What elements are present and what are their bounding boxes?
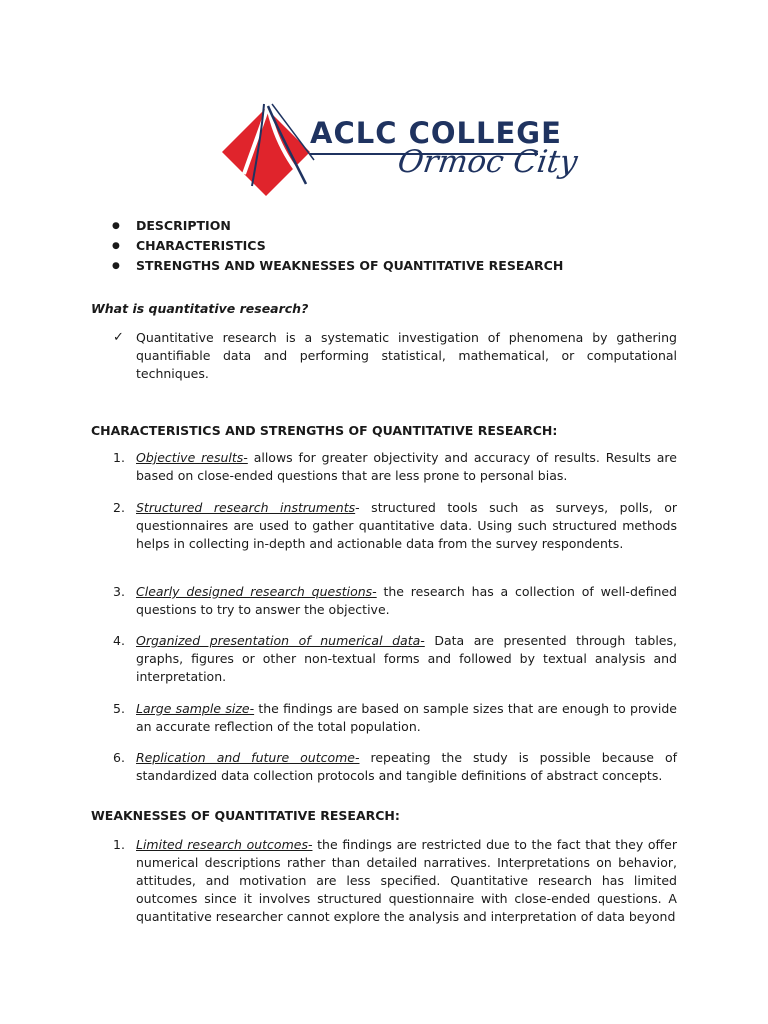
definition-item: [113, 329, 677, 383]
college-logo: [222, 100, 580, 200]
logo-emblem-icon: [222, 100, 332, 200]
list-item: 2. Structured research instruments- structured tools such as surveys, polls, or questionnaires are used to gather quantitative data. Using such structured methods helps in collecting in-depth and actionable data from the survey respondents.: [113, 500, 677, 551]
list-item: 3. Clearly designed research questions- the research has a collection of well-defined questions to try to answer the objective.: [113, 584, 677, 617]
list-item: 5. Large sample size- the findings are based on sample sizes that are enough to provide an accurate reflection of the total population.: [113, 701, 677, 734]
bullet-dot-icon: ●: [112, 261, 120, 271]
bullet-dot-icon: ●: [112, 241, 120, 251]
list-item: 6. Replication and future outcome- repeating the study is possible because of standardized data collection protocols and tangible definitions of abstract concepts.: [113, 750, 678, 783]
list-item: 1. Limited research outcomes- the findings are restricted due to the fact that they offer numerical descriptions rather than detailed narratives. Interpretations on behavior, attitudes, and motivation are less specified. Quantitative research has limited outcomes since it involves structured questionnaire with close-ended questions. A quantitative researcher cannot explore the analysis and interpretation of data beyond: [113, 837, 677, 924]
list-item: 1. Objective results- allows for greater objectivity and accuracy of results. Results are based on close-ended questions that are less prone to personal bias.: [113, 450, 677, 483]
topic-item: ● DESCRIPTION: [110, 216, 563, 236]
checkmark-icon: ✓: [113, 330, 124, 345]
definition-text: Quantitative research is a systematic investigation of phenomena by gathering quantifiable data and performing statistical, mathematical, or computational techniques.: [136, 330, 677, 381]
topic-list: [110, 216, 563, 276]
logo-college-name: ACLC COLLEGE: [310, 116, 562, 150]
topic-item: ● CHARACTERISTICS: [110, 236, 563, 256]
question-heading: What is quantitative research?: [91, 301, 309, 316]
topic-item: ● STRENGTHS AND WEAKNESSES OF QUANTITATIVE RESEARCH: [110, 256, 563, 276]
bullet-dot-icon: ●: [112, 221, 120, 231]
list-item: 4. Organized presentation of numerical data- Data are presented through tables, graphs, figures or other non-textual forms and followed by textual analysis and interpretation.: [113, 633, 677, 684]
strengths-heading: CHARACTERISTICS AND STRENGTHS OF QUANTITATIVE RESEARCH:: [91, 423, 558, 438]
weaknesses-heading: WEAKNESSES OF QUANTITATIVE RESEARCH:: [91, 808, 400, 823]
logo-city-name: Ormoc City: [395, 144, 580, 180]
